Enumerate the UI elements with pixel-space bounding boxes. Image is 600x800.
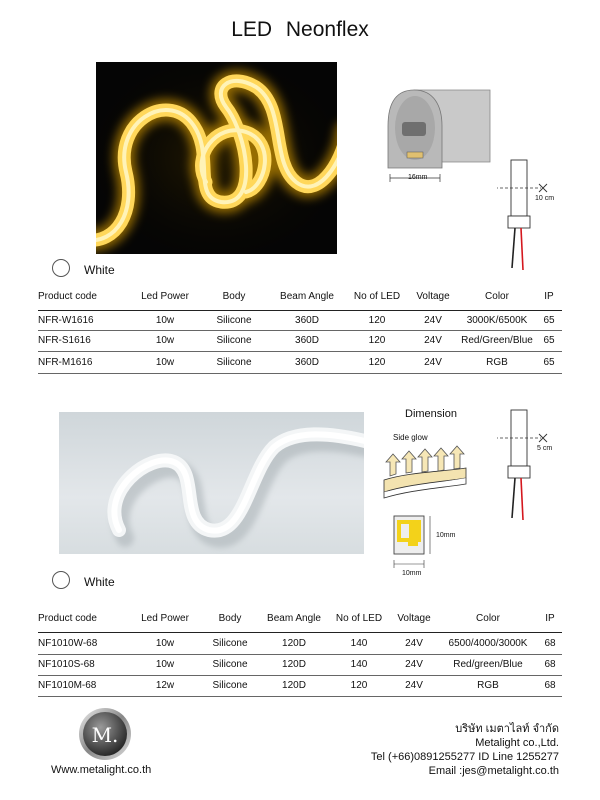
col-beam-angle: Beam Angle [268, 284, 346, 310]
cell-no-of-led: 120 [328, 675, 390, 696]
cell-no-of-led: 140 [328, 632, 390, 654]
table-row [38, 310, 562, 330]
cell-led-power: 10w [130, 330, 200, 351]
profile-width-label: 10mm [402, 570, 422, 577]
cell-no-of-led: 140 [328, 654, 390, 675]
logo-letters: M. [91, 723, 119, 747]
cell-body: Silicone [200, 632, 260, 654]
table-row [38, 330, 562, 351]
white-option-label: White [84, 263, 115, 277]
col-voltage: Voltage [408, 284, 458, 310]
white-neon-product-photo [59, 412, 364, 554]
cut-length-diagram [497, 406, 567, 524]
col-led-power: Led Power [130, 284, 200, 310]
cell-body: Silicone [200, 654, 260, 675]
company-info [371, 722, 559, 778]
contact-email[interactable]: Email :jes@metalight.co.th [428, 765, 559, 777]
cell-product-code: NFR-M1616 [38, 351, 130, 373]
cut-length-label: 10 cm [535, 195, 555, 202]
cell-ip: 65 [536, 330, 562, 351]
cell-no-of-led: 120 [346, 330, 408, 351]
cell-voltage: 24V [390, 654, 438, 675]
cell-color: RGB [438, 675, 538, 696]
table-row [38, 632, 562, 654]
cell-body: Silicone [200, 310, 268, 330]
cell-voltage: 24V [408, 330, 458, 351]
cell-no-of-led: 120 [346, 310, 408, 330]
col-no-of-led: No of LED [328, 605, 390, 632]
cell-beam-angle: 360D [268, 330, 346, 351]
cell-voltage: 24V [390, 675, 438, 696]
contact-phone: Tel (+66)0891255277 ID Line 1255277 [370, 751, 559, 763]
profile-height-label: 10mm [436, 532, 456, 539]
cell-color: Red/green/Blue [438, 654, 538, 675]
col-voltage: Voltage [390, 605, 438, 632]
table-row [38, 654, 562, 675]
cell-body: Silicone [200, 351, 268, 373]
cell-color: RGB [458, 351, 536, 373]
cell-beam-angle: 120D [260, 654, 328, 675]
cell-led-power: 10w [130, 351, 200, 373]
cell-led-power: 12w [130, 675, 200, 696]
cell-product-code: NFR-S1616 [38, 330, 130, 351]
cell-beam-angle: 360D [268, 310, 346, 330]
cell-product-code: NF1010M-68 [38, 675, 130, 696]
col-no-of-led: No of LED [346, 284, 408, 310]
cell-no-of-led: 120 [346, 351, 408, 373]
cell-ip: 68 [538, 632, 562, 654]
col-beam-angle: Beam Angle [260, 605, 328, 632]
cell-led-power: 10w [130, 654, 200, 675]
square-profile-diagram [386, 510, 476, 582]
cell-product-code: NFR-W1616 [38, 310, 130, 330]
white-option-radio[interactable] [52, 571, 70, 589]
cell-beam-angle: 360D [268, 351, 346, 373]
company-logo [77, 706, 133, 762]
warm-neon-product-photo [96, 62, 337, 254]
cell-led-power: 10w [130, 310, 200, 330]
cell-beam-angle: 120D [260, 632, 328, 654]
spec-table-round [38, 284, 562, 374]
company-name-en: Metalight co.,Ltd. [475, 737, 559, 749]
white-option-radio[interactable] [52, 259, 70, 277]
cell-ip: 68 [538, 654, 562, 675]
table-row [38, 351, 562, 373]
col-body: Body [200, 605, 260, 632]
side-glow-diagram [380, 444, 470, 500]
cell-voltage: 24V [408, 310, 458, 330]
col-color: Color [458, 284, 536, 310]
col-product-code: Product code [38, 284, 130, 310]
cell-body: Silicone [200, 330, 268, 351]
col-ip: IP [536, 284, 562, 310]
cell-beam-angle: 120D [260, 675, 328, 696]
cell-color: 3000K/6500K [458, 310, 536, 330]
cell-voltage: 24V [408, 351, 458, 373]
cell-voltage: 24V [390, 632, 438, 654]
white-option-label: White [84, 575, 115, 589]
round-profile-diagram [386, 86, 496, 186]
cell-product-code: NF1010W-68 [38, 632, 130, 654]
website-link[interactable]: Www.metalight.co.th [51, 764, 152, 776]
col-color: Color [438, 605, 538, 632]
cell-led-power: 10w [130, 632, 200, 654]
cut-length-label: 5 cm [537, 445, 553, 452]
cut-length-diagram [497, 156, 567, 274]
cell-ip: 65 [536, 351, 562, 373]
dimension-title: Dimension [405, 408, 457, 420]
cell-ip: 65 [536, 310, 562, 330]
col-ip: IP [538, 605, 562, 632]
profile-width-label: 16mm [408, 174, 428, 181]
side-glow-label: Side glow [393, 433, 428, 442]
spec-table-square [38, 605, 562, 697]
cell-color: Red/Green/Blue [458, 330, 536, 351]
company-name-thai: บริษัท เมตาไลท์ จำกัด [455, 723, 559, 735]
table-row [38, 675, 562, 696]
cell-color: 6500/4000/3000K [438, 632, 538, 654]
cell-body: Silicone [200, 675, 260, 696]
cell-product-code: NF1010S-68 [38, 654, 130, 675]
col-led-power: Led Power [130, 605, 200, 632]
col-body: Body [200, 284, 268, 310]
col-product-code: Product code [38, 605, 130, 632]
page-title: LED Neonflex [231, 18, 369, 41]
cell-ip: 68 [538, 675, 562, 696]
